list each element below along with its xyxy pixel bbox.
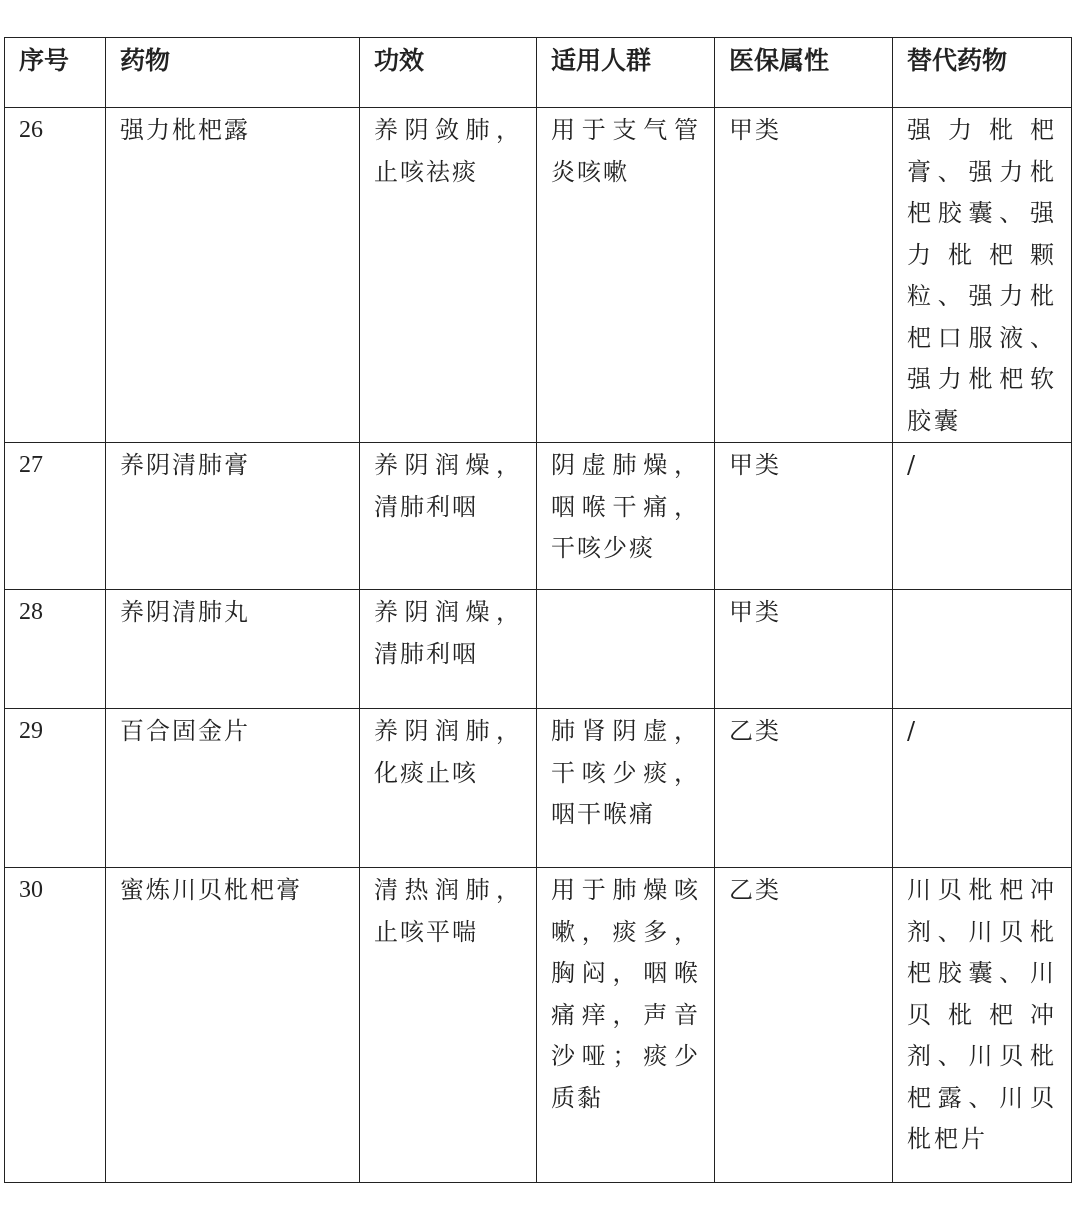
cell-alternatives-text: 川贝枇杷冲剂、川贝枇杷胶囊、川贝枇杷冲剂、川贝枇杷露、川贝枇杷片 <box>907 876 1057 1153</box>
cell-insurance <box>715 443 893 590</box>
cell-no <box>5 108 106 443</box>
cell-effect-text: 清热润肺，止咳平喘 <box>374 876 522 946</box>
cell-alternatives-text: 强力枇杷膏、强力枇杷胶囊、强力枇杷颗粒、强力枇杷口服液、强力枇杷软胶囊 <box>907 116 1057 435</box>
cell-effect <box>360 590 537 709</box>
cell-indication-text: 用于肺燥咳嗽，痰多，胸闷，咽喉痛痒，声音沙哑；痰少质黏 <box>551 876 700 1112</box>
table-row <box>5 108 1072 443</box>
cell-effect-text: 养阴润燥，清肺利咽 <box>374 451 522 521</box>
cell-effect-text: 养阴敛肺，止咳祛痰 <box>374 116 522 186</box>
header-effect: 功效 <box>360 38 537 108</box>
cell-effect <box>360 108 537 443</box>
cell-drug-text: 养阴清肺丸 <box>120 598 250 626</box>
header-no: 序号 <box>5 38 106 108</box>
cell-alternatives <box>893 108 1072 443</box>
cell-no <box>5 709 106 868</box>
table-row <box>5 443 1072 590</box>
cell-no <box>5 590 106 709</box>
cell-no-text: 26 <box>19 117 43 143</box>
cell-drug <box>106 868 360 1183</box>
cell-indication-text: 用于支气管炎咳嗽 <box>551 116 700 186</box>
cell-alternatives <box>893 443 1072 590</box>
cell-no-text: 30 <box>19 877 43 903</box>
medicine-table <box>4 37 1072 1183</box>
cell-no-text: 29 <box>19 718 43 744</box>
cell-no-text: 27 <box>19 452 43 478</box>
header-row <box>5 38 1072 108</box>
cell-drug-text: 百合固金片 <box>120 717 250 745</box>
cell-alternatives <box>893 868 1072 1183</box>
cell-effect <box>360 709 537 868</box>
header-alternatives: 替代药物 <box>893 38 1072 108</box>
cell-indication-text: 阴虚肺燥，咽喉干痛，干咳少痰 <box>551 451 700 562</box>
cell-indication <box>537 868 715 1183</box>
cell-indication <box>537 590 715 709</box>
cell-no <box>5 868 106 1183</box>
cell-drug <box>106 443 360 590</box>
cell-indication <box>537 443 715 590</box>
cell-insurance <box>715 868 893 1183</box>
cell-insurance-text: 甲类 <box>729 598 781 626</box>
header-insurance: 医保属性 <box>715 38 893 108</box>
cell-insurance <box>715 590 893 709</box>
cell-insurance-text: 甲类 <box>729 116 781 144</box>
cell-indication <box>537 108 715 443</box>
cell-insurance-text: 乙类 <box>729 717 781 745</box>
cell-alternatives <box>893 590 1072 709</box>
cell-effect <box>360 868 537 1183</box>
cell-alternatives-text: / <box>907 717 919 745</box>
header-indication: 适用人群 <box>537 38 715 108</box>
cell-drug-text: 蜜炼川贝枇杷膏 <box>120 876 302 904</box>
cell-effect-text: 养阴润燥，清肺利咽 <box>374 598 522 668</box>
table-row <box>5 709 1072 868</box>
table-row <box>5 868 1072 1183</box>
table-row <box>5 590 1072 709</box>
cell-insurance-text: 甲类 <box>729 451 781 479</box>
cell-drug-text: 养阴清肺膏 <box>120 451 250 479</box>
cell-indication <box>537 709 715 868</box>
cell-insurance <box>715 709 893 868</box>
cell-alternatives-text: / <box>907 451 919 479</box>
cell-drug <box>106 590 360 709</box>
header-drug: 药物 <box>106 38 360 108</box>
cell-effect <box>360 443 537 590</box>
cell-indication-text: 肺肾阴虚，干咳少痰，咽干喉痛 <box>551 717 700 828</box>
cell-no-text: 28 <box>19 599 43 625</box>
cell-drug <box>106 108 360 443</box>
cell-insurance-text: 乙类 <box>729 876 781 904</box>
cell-effect-text: 养阴润肺，化痰止咳 <box>374 717 522 787</box>
cell-drug <box>106 709 360 868</box>
cell-drug-text: 强力枇杷露 <box>120 116 250 144</box>
cell-insurance <box>715 108 893 443</box>
cell-alternatives <box>893 709 1072 868</box>
cell-no <box>5 443 106 590</box>
